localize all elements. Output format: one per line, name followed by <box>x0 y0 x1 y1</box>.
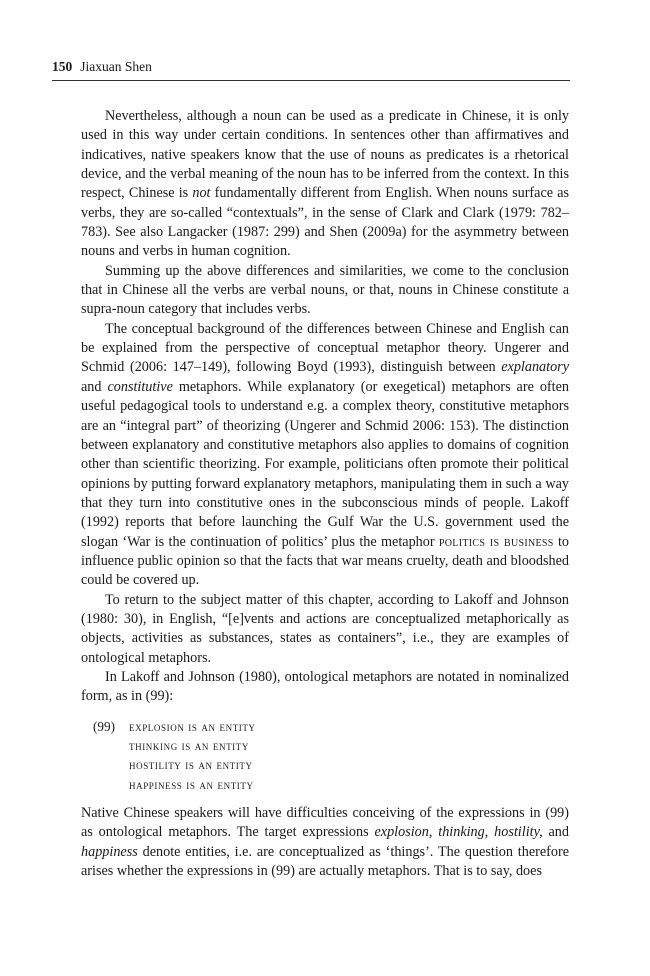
text-span: Native Chinese speakers will have difficulties conceiving of the expressions in (99) as ontological metaphors. The target expressions <box>81 805 569 841</box>
example-99 <box>93 717 569 794</box>
emphasis: explanatory <box>501 359 569 376</box>
running-header <box>52 58 570 75</box>
emphasis: thinking <box>438 824 485 841</box>
text-span: , <box>484 824 495 841</box>
paragraph-3 <box>81 320 569 591</box>
paragraph-2: Summing up the above differences and similarities, we come to the conclusion that in Chinese all the verbs are verbal nouns, or that, nouns in Chinese constitute a supra-noun category that includes verbs. <box>81 262 569 318</box>
paragraph-4: To return to the subject matter of this chapter, according to Lakoff and Johnson (1980: 30), in English, “[e]vents and actions are conceptualized metaphorically as objects, activities as substances, states as containers”, i.e., they are examples of ontological metaphors. <box>81 591 569 666</box>
emphasis: explosion <box>374 824 429 841</box>
emphasis: happiness <box>81 843 138 860</box>
page-number: 150 <box>52 59 73 74</box>
header-rule <box>52 80 570 81</box>
text-span: and <box>542 824 569 841</box>
author-name: Jiaxuan Shen <box>80 59 152 74</box>
text-span: Nevertheless, although a noun can be used as a predicate in Chinese, it is only used in this way under certain conditions. In sentences other than affirmatives and indicatives, native speakers know that the use of nouns as predicates is a rhetorical device, and the verbal meaning of the noun has to be inferred from the context. In this respect, Chinese is <box>81 108 569 202</box>
paragraph-1 <box>81 107 569 262</box>
paragraph-6 <box>81 804 569 881</box>
example-item: thinking is an entity <box>129 738 249 753</box>
emphasis: constitutive <box>107 378 173 395</box>
text-span: fundamentally different from English. When nouns surface as verbs, they are so-called “contextuals”, in the sense of Clark and Clark (1979: 782–783). See also Langacker (1987: 299) and Shen (2009a) for the asymmetry between nouns and verbs in human cognition. <box>81 185 570 260</box>
emphasis: hostility, <box>494 824 543 841</box>
text-span: , <box>428 824 439 841</box>
paragraph-5: In Lakoff and Johnson (1980), ontological metaphors are notated in nominalized form, as in (99): <box>81 668 569 705</box>
example-item: hostility is an entity <box>129 757 253 773</box>
text-span: and <box>81 378 108 395</box>
example-number: (99) <box>93 718 115 734</box>
example-items <box>129 717 256 794</box>
example-item: explosion is an entity <box>129 718 256 734</box>
text-span: denote entities, i.e. are conceptualized as ‘things’. The question therefore arises whether the expressions in (99) are actually metaphors. That is to say, does <box>81 843 569 880</box>
text-span: to influence public opinion so that the facts that war means cruelty, death and bloodshed could be covered up. <box>81 533 569 589</box>
emphasis: not <box>192 185 211 202</box>
body-text <box>81 107 569 881</box>
example-item: happiness is an entity <box>129 776 254 792</box>
text-span: metaphors. While explanatory (or exegetical) metaphors are often useful pedagogical tools to understand e.g. a complex theory, constitutive metaphors are an “integral part” of theorizing (Ungerer and Schmid 2006: 153). The distinction between explanatory and constitutive metaphors also applies to domains of cognition other than scientific theorizing. For example, politicians often promote their political opinions by putting forward explanatory metaphors, manipulating them in such a way that they turn into constitutive ones in the subconscious minds of people. Lakoff (1992) reports that before launching the Gulf War the U.S. government used the slogan ‘War is the continuation of politics’ plus the metaphor <box>81 378 569 550</box>
text-span: The conceptual background of the differences between Chinese and English can be explained from the perspective of conceptual metaphor theory. Ungerer and Schmid (2006: 147–149), following Boyd (1993), distinguish between <box>81 320 569 376</box>
small-caps-metaphor: politics is business <box>438 533 554 550</box>
